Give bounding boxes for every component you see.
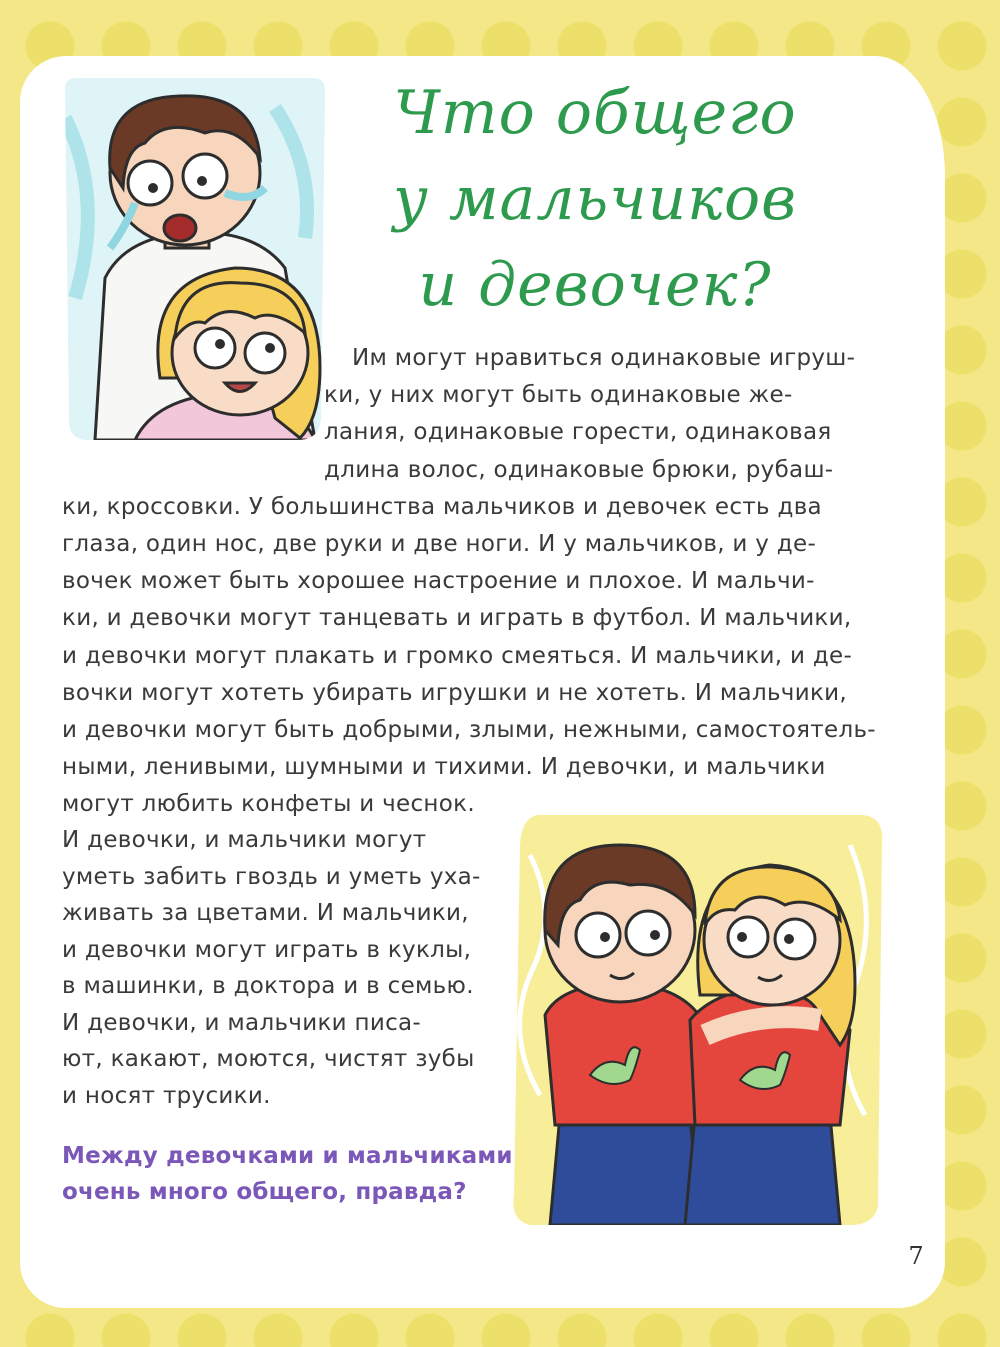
text-line: и девочки могут плакать и громко смеяться. И мальчики, и де- bbox=[62, 642, 853, 669]
text-line: ки, кроссовки. У большинства мальчиков и девочек есть два bbox=[62, 493, 822, 520]
text-line: ки, у них могут быть одинаковые же- bbox=[324, 382, 793, 409]
title-line-3: и девочек? bbox=[418, 250, 772, 320]
page-title bbox=[360, 70, 830, 328]
conclusion-line-2: очень много общего, правда? bbox=[62, 1179, 467, 1205]
main-paragraph bbox=[62, 340, 876, 824]
text-line: и носят трусики. bbox=[62, 1082, 271, 1109]
text-line: уметь забить гвоздь и уметь уха- bbox=[62, 863, 481, 890]
title-line-2: у мальчиков bbox=[392, 164, 798, 234]
column-paragraph bbox=[62, 822, 502, 1114]
text-line: живать за цветами. И мальчики, bbox=[62, 900, 469, 926]
conclusion-text bbox=[62, 1138, 522, 1210]
text-line: вочки могут хотеть убирать игрушки и не хотеть. И мальчики, bbox=[62, 679, 847, 706]
text-line: могут любить конфеты и чеснок. bbox=[62, 791, 475, 818]
text-line: и девочки могут играть в куклы, bbox=[62, 936, 472, 963]
text-line: ют, какают, моются, чистят зубы bbox=[62, 1046, 475, 1072]
text-line: ки, и девочки могут танцевать и играть в футбол. И мальчики, bbox=[62, 605, 852, 632]
text-line: длина волос, одинаковые брюки, рубаш- bbox=[324, 456, 834, 483]
title-line-1: Что общего bbox=[393, 78, 797, 148]
text-line: ными, ленивыми, шумными и тихими. И девочки, и мальчики bbox=[62, 754, 826, 781]
text-line: Им могут нравиться одинаковые игруш- bbox=[352, 345, 856, 371]
text-line: И девочки, и мальчики могут bbox=[62, 827, 427, 853]
text-line: и девочки могут быть добрыми, злыми, нежными, самостоятель- bbox=[62, 717, 876, 744]
text-line: в машинки, в доктора и в семью. bbox=[62, 973, 474, 999]
text-line: лания, одинаковые горести, одинаковая bbox=[324, 419, 832, 446]
conclusion-line-1: Между девочками и мальчиками bbox=[62, 1143, 513, 1169]
text-line: вочек может быть хорошее настроение и плохое. И мальчи- bbox=[62, 568, 815, 595]
text-line: глаза, один нос, две руки и две ноги. И у мальчиков, и у де- bbox=[62, 531, 817, 558]
text-line: И девочки, и мальчики писа- bbox=[62, 1009, 422, 1036]
bottom-illustration bbox=[510, 815, 885, 1225]
page-number: 7 bbox=[888, 1228, 944, 1284]
